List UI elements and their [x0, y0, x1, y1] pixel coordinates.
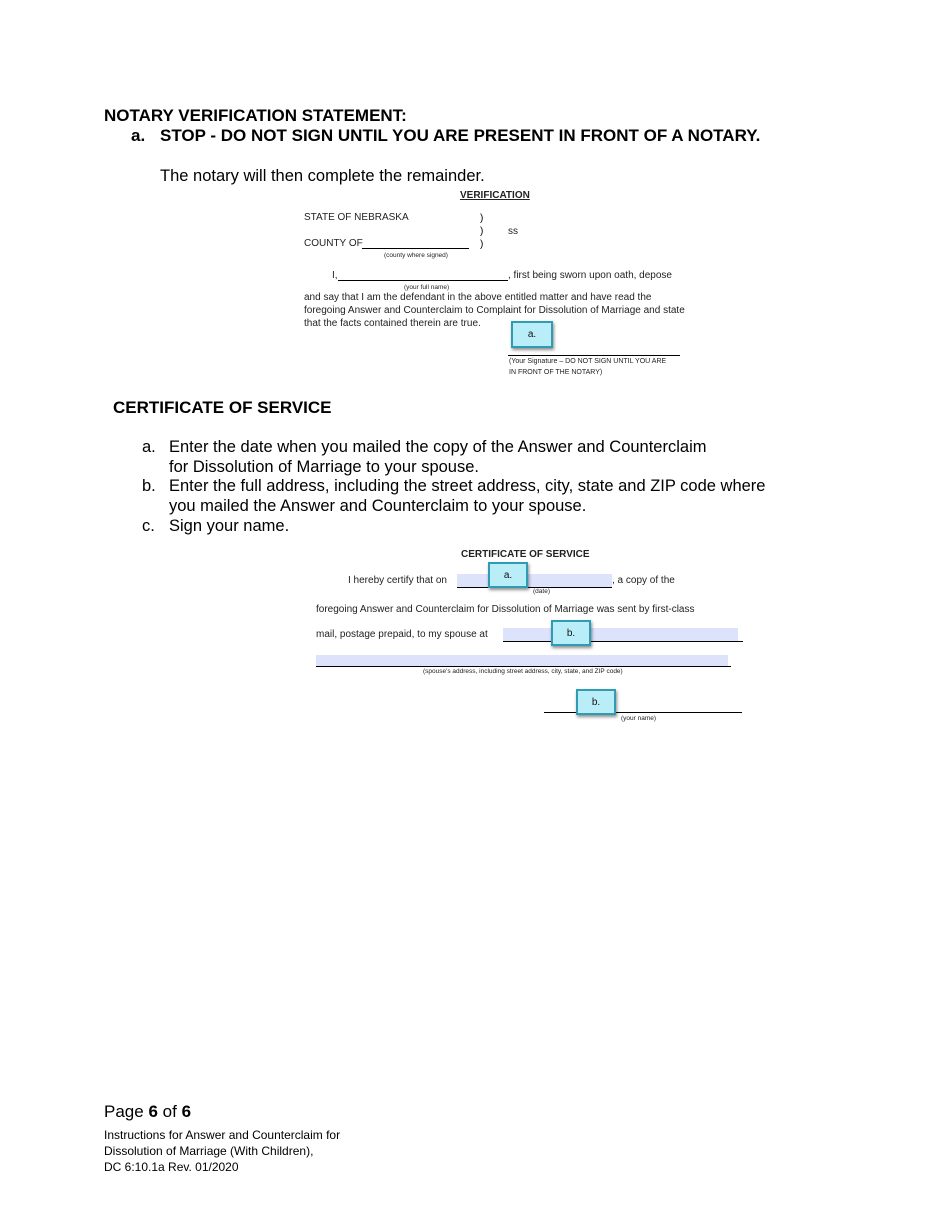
certify-text: I hereby certify that on — [348, 575, 447, 586]
verification-title: VERIFICATION — [460, 190, 530, 201]
verification-body-2: foregoing Answer and Counterclaim to Complaint for Dissolution of Marriage and state — [304, 305, 685, 316]
page-prefix: Page — [104, 1102, 144, 1121]
county-caption: (county where signed) — [384, 252, 448, 259]
address-caption: (spouse's address, including street address, city, state, and ZIP code) — [423, 668, 623, 675]
address-field-1[interactable] — [503, 628, 738, 641]
mail-text: mail, postage prepaid, to my spouse at — [316, 629, 488, 640]
footer-line-2: Dissolution of Marriage (With Children), — [104, 1144, 314, 1158]
cert-item-b-line2: you mailed the Answer and Counterclaim to your spouse. — [169, 497, 587, 515]
footer-text — [104, 1127, 340, 1175]
sig-caption-2: IN FRONT OF THE NOTARY) — [509, 369, 603, 376]
cert-item-c-line1: Sign your name. — [169, 517, 290, 535]
certificate-heading: CERTIFICATE OF SERVICE — [113, 398, 332, 417]
cert-item-a-line2: for Dissolution of Marriage to your spouse. — [169, 458, 479, 476]
page-current: 6 — [148, 1102, 158, 1121]
notary-heading: NOTARY VERIFICATION STATEMENT: — [104, 106, 407, 125]
page-number — [104, 1102, 191, 1122]
cert-item-a-marker: a. — [142, 438, 156, 456]
date-field[interactable] — [457, 574, 612, 587]
fullname-caption: (your full name) — [404, 284, 450, 291]
copy-text: , a copy of the — [612, 575, 675, 586]
verification-body-3: that the facts contained therein are true. — [304, 318, 481, 329]
cert-body-1: foregoing Answer and Counterclaim for Dissolution of Marriage was sent by first-class — [316, 604, 695, 615]
ss-label: ss — [508, 226, 518, 237]
name-caption: (your name) — [621, 715, 657, 722]
address-line-1 — [503, 641, 743, 642]
page-of: of — [162, 1102, 177, 1121]
notary-remainder-text: The notary will then complete the remainder. — [160, 167, 485, 185]
oath-text: , first being sworn upon oath, depose — [508, 270, 672, 281]
i-label: I, — [332, 270, 338, 281]
cert-item-c-marker: c. — [142, 517, 155, 535]
callout-address-b: b. — [551, 620, 591, 646]
signature-line — [508, 355, 680, 356]
county-line — [362, 248, 469, 249]
notary-step-a-text: STOP - DO NOT SIGN UNTIL YOU ARE PRESENT IN FRONT OF A NOTARY. — [160, 126, 761, 145]
paren-2: ) — [480, 226, 484, 237]
callout-name-b: b. — [576, 689, 616, 715]
cert-item-a-line1: Enter the date when you mailed the copy of the Answer and Counterclaim — [169, 438, 707, 456]
page-total: 6 — [181, 1102, 192, 1121]
address-field-2[interactable] — [316, 655, 728, 666]
date-caption: (date) — [533, 588, 550, 595]
county-label: COUNTY OF — [304, 238, 363, 249]
cert-form-title: CERTIFICATE OF SERVICE — [461, 549, 590, 560]
state-label: STATE OF NEBRASKA — [304, 212, 409, 223]
sig-caption-1: (Your Signature – DO NOT SIGN UNTIL YOU ARE — [509, 358, 667, 365]
footer-line-1: Instructions for Answer and Counterclaim for — [104, 1128, 341, 1142]
callout-signature-a: a. — [511, 321, 553, 348]
verification-body-1: and say that I am the defendant in the above entitled matter and have read the — [304, 292, 652, 303]
paren-3: ) — [480, 239, 484, 250]
fullname-line — [338, 280, 508, 281]
paren-1: ) — [480, 213, 484, 224]
verification-form — [0, 0, 950, 400]
address-line-2 — [316, 666, 731, 667]
name-line — [544, 712, 742, 713]
notary-step-a-marker: a. — [131, 126, 146, 145]
callout-date-a: a. — [488, 562, 528, 588]
cert-item-b-marker: b. — [142, 477, 156, 495]
certificate-form — [0, 540, 950, 730]
footer-line-3: DC 6:10.1a Rev. 01/2020 — [104, 1160, 239, 1174]
cert-item-b-line1: Enter the full address, including the street address, city, state and ZIP code where — [169, 477, 766, 495]
